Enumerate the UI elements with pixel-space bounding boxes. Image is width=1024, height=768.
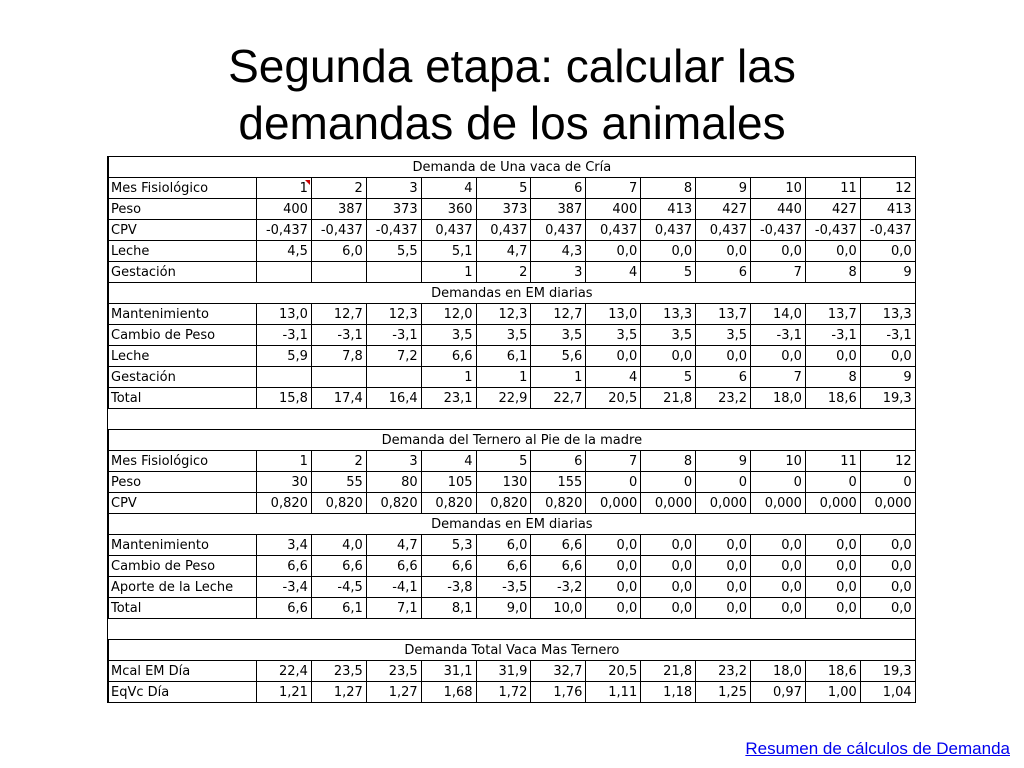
table-cell: 4,7 <box>366 535 421 556</box>
section-header: Demandas en EM diarias <box>109 514 916 535</box>
table-cell: 18,0 <box>751 661 806 682</box>
table-cell: 5 <box>641 262 696 283</box>
table-cell: 0,0 <box>641 577 696 598</box>
table-cell: 55 <box>311 472 366 493</box>
table-cell: 6,6 <box>531 535 586 556</box>
table-cell: -3,1 <box>805 325 860 346</box>
table-cell: 9 <box>860 367 915 388</box>
table-cell: 21,8 <box>641 661 696 682</box>
table-cell: 0,0 <box>805 535 860 556</box>
table-cell: 10 <box>751 178 806 199</box>
table-cell: -0,437 <box>860 220 915 241</box>
table-cell: 0,437 <box>476 220 531 241</box>
table-cell: 0,000 <box>805 493 860 514</box>
table-cell: -3,4 <box>257 577 312 598</box>
row-label: Leche <box>109 346 257 367</box>
table-cell: 6 <box>696 262 751 283</box>
table-cell: 7,8 <box>311 346 366 367</box>
table-cell: 23,2 <box>696 388 751 409</box>
table-cell: 3 <box>366 451 421 472</box>
table-cell: 13,0 <box>586 304 641 325</box>
table-row <box>109 325 916 346</box>
table-cell: 3,4 <box>257 535 312 556</box>
table-cell: 0,820 <box>257 493 312 514</box>
table-cell: 0,0 <box>805 577 860 598</box>
table-cell: 3,5 <box>696 325 751 346</box>
table-cell: 373 <box>366 199 421 220</box>
table-cell: 5 <box>476 451 531 472</box>
demand-table <box>108 156 916 703</box>
table-cell: 15,8 <box>257 388 312 409</box>
table-row <box>109 556 916 577</box>
table-cell: 1,25 <box>696 682 751 703</box>
table-cell: 0,820 <box>531 493 586 514</box>
row-label: Mes Fisiológico <box>109 178 257 199</box>
table-cell: 0,820 <box>311 493 366 514</box>
table-cell <box>311 262 366 283</box>
table-cell: 1,21 <box>257 682 312 703</box>
table-cell: 0,0 <box>860 598 915 619</box>
table-cell: 1 <box>531 367 586 388</box>
table-cell: 0,0 <box>641 241 696 262</box>
title-line-2: demandas de los animales <box>238 97 786 149</box>
table-cell: 0,0 <box>696 241 751 262</box>
table-cell: 2 <box>476 262 531 283</box>
table-cell: 1,68 <box>421 682 476 703</box>
table-cell: 8 <box>805 367 860 388</box>
table-cell: 0,0 <box>860 535 915 556</box>
table-cell: 0,437 <box>586 220 641 241</box>
table-row <box>109 661 916 682</box>
table-cell: -4,5 <box>311 577 366 598</box>
table-cell: 6,6 <box>421 346 476 367</box>
table-cell: 2 <box>311 451 366 472</box>
table-cell: 0 <box>751 472 806 493</box>
table-cell: 6,1 <box>311 598 366 619</box>
table-cell: 17,4 <box>311 388 366 409</box>
table-cell: 0,0 <box>586 535 641 556</box>
table-cell: 0,820 <box>421 493 476 514</box>
table-cell: 3,5 <box>641 325 696 346</box>
section-header-row <box>109 640 916 661</box>
table-cell: 10 <box>751 451 806 472</box>
section-header-row <box>109 283 916 304</box>
title-line-1: Segunda etapa: calcular las <box>228 40 796 92</box>
table-cell: -0,437 <box>257 220 312 241</box>
table-cell: 1 <box>421 367 476 388</box>
table-cell: 0,437 <box>696 220 751 241</box>
table-cell: 360 <box>421 199 476 220</box>
table-cell: 3 <box>366 178 421 199</box>
table-cell: 4 <box>586 367 641 388</box>
row-label: EqVc Día <box>109 682 257 703</box>
table-cell: 3,5 <box>421 325 476 346</box>
table-cell: 105 <box>421 472 476 493</box>
table-cell: 3 <box>531 262 586 283</box>
table-cell: 0,0 <box>586 577 641 598</box>
table-cell: 1 <box>257 451 312 472</box>
table-cell: 0,0 <box>641 598 696 619</box>
table-cell: 0 <box>586 472 641 493</box>
separator-row <box>109 619 916 640</box>
table-cell: 12,7 <box>531 304 586 325</box>
separator-cell <box>109 619 916 640</box>
table-cell: 32,7 <box>531 661 586 682</box>
table-cell: 16,4 <box>366 388 421 409</box>
table-cell: 22,7 <box>531 388 586 409</box>
table-cell: 8 <box>641 178 696 199</box>
table-row <box>109 199 916 220</box>
table-cell: 0,0 <box>641 535 696 556</box>
table-cell: 22,4 <box>257 661 312 682</box>
table-cell: 1,04 <box>860 682 915 703</box>
table-cell: 0,0 <box>805 346 860 367</box>
table-cell: 0,0 <box>805 241 860 262</box>
table-cell: -0,437 <box>366 220 421 241</box>
table-cell: 23,1 <box>421 388 476 409</box>
table-row <box>109 388 916 409</box>
table-cell: 1,27 <box>311 682 366 703</box>
table-cell: 13,3 <box>641 304 696 325</box>
table-row <box>109 493 916 514</box>
row-label: Mcal EM Día <box>109 661 257 682</box>
table-cell: 20,5 <box>586 388 641 409</box>
table-cell: 440 <box>751 199 806 220</box>
row-label: Gestación <box>109 367 257 388</box>
table-cell: 1 <box>257 178 312 199</box>
table-cell: -0,437 <box>311 220 366 241</box>
table-cell: 6,6 <box>311 556 366 577</box>
table-cell: -3,5 <box>476 577 531 598</box>
row-label: Peso <box>109 199 257 220</box>
table-cell: -3,1 <box>366 325 421 346</box>
table-cell: 400 <box>586 199 641 220</box>
table-cell: 6,6 <box>476 556 531 577</box>
table-cell: 31,9 <box>476 661 531 682</box>
table-cell: 387 <box>311 199 366 220</box>
table-cell: 5,5 <box>366 241 421 262</box>
table-row <box>109 241 916 262</box>
table-cell: 13,3 <box>860 304 915 325</box>
table-cell: 1,27 <box>366 682 421 703</box>
table-cell <box>257 367 312 388</box>
table-cell: 6 <box>531 178 586 199</box>
table-cell: 0,0 <box>751 535 806 556</box>
table-cell: 0,000 <box>696 493 751 514</box>
table-cell: 0,437 <box>421 220 476 241</box>
table-cell: 1,72 <box>476 682 531 703</box>
table-cell: 0,0 <box>860 556 915 577</box>
table-cell: 7 <box>751 367 806 388</box>
table-cell: 8,1 <box>421 598 476 619</box>
table-cell: 7 <box>751 262 806 283</box>
section-header: Demanda de Una vaca de Cría <box>109 157 916 178</box>
table-cell: 1,00 <box>805 682 860 703</box>
table-cell: 7,1 <box>366 598 421 619</box>
table-cell: 0,0 <box>586 241 641 262</box>
table-cell: 4,7 <box>476 241 531 262</box>
table-cell: 12,7 <box>311 304 366 325</box>
section-header-row <box>109 514 916 535</box>
table-cell: 30 <box>257 472 312 493</box>
table-cell: 0,000 <box>751 493 806 514</box>
table-cell: 0,0 <box>696 556 751 577</box>
table-cell: 0,0 <box>641 556 696 577</box>
table-cell: 4 <box>586 262 641 283</box>
table-cell: 8 <box>641 451 696 472</box>
table-cell: 0,0 <box>586 598 641 619</box>
table-cell: 427 <box>805 199 860 220</box>
table-cell: 4 <box>421 451 476 472</box>
table-cell: -0,437 <box>751 220 806 241</box>
table-cell: 0,0 <box>860 241 915 262</box>
table-cell: 6,6 <box>366 556 421 577</box>
table-cell: 0,0 <box>586 346 641 367</box>
table-cell: 3,5 <box>531 325 586 346</box>
table-cell: 11 <box>805 178 860 199</box>
row-label: Total <box>109 598 257 619</box>
table-cell: 4,0 <box>311 535 366 556</box>
table-cell: 6,0 <box>311 241 366 262</box>
table-cell: 9 <box>696 451 751 472</box>
separator-row <box>109 409 916 430</box>
table-cell: 7 <box>586 451 641 472</box>
table-row <box>109 472 916 493</box>
table-cell: 80 <box>366 472 421 493</box>
table-cell: 13,0 <box>257 304 312 325</box>
separator-cell <box>109 409 916 430</box>
table-row <box>109 346 916 367</box>
table-cell: 2 <box>311 178 366 199</box>
table-cell: 1,18 <box>641 682 696 703</box>
table-cell <box>311 367 366 388</box>
table-cell: 12 <box>860 451 915 472</box>
table-cell: -3,1 <box>257 325 312 346</box>
table-cell: -3,8 <box>421 577 476 598</box>
table-cell: 31,1 <box>421 661 476 682</box>
table-cell: 0,0 <box>696 577 751 598</box>
table-cell: 1,11 <box>586 682 641 703</box>
table-cell: 12 <box>860 178 915 199</box>
table-cell: 4 <box>421 178 476 199</box>
table-row <box>109 367 916 388</box>
table-cell: 18,6 <box>805 661 860 682</box>
table-cell: 23,5 <box>366 661 421 682</box>
table-cell: 10,0 <box>531 598 586 619</box>
table-cell: 0 <box>696 472 751 493</box>
table-cell: 0 <box>805 472 860 493</box>
section-header: Demanda del Ternero al Pie de la madre <box>109 430 916 451</box>
table-cell: 5 <box>641 367 696 388</box>
row-label: CPV <box>109 220 257 241</box>
table-cell: 12,0 <box>421 304 476 325</box>
table-cell: 0,97 <box>751 682 806 703</box>
table-cell: 19,3 <box>860 388 915 409</box>
table-cell: 0,0 <box>751 598 806 619</box>
row-label: Mantenimiento <box>109 304 257 325</box>
table-cell: 427 <box>696 199 751 220</box>
table-cell: 0,0 <box>751 556 806 577</box>
table-cell: 0,0 <box>860 577 915 598</box>
table-row <box>109 262 916 283</box>
table-row <box>109 535 916 556</box>
table-cell: 6,1 <box>476 346 531 367</box>
table-cell: 13,7 <box>696 304 751 325</box>
table-cell: 413 <box>641 199 696 220</box>
table-cell: 130 <box>476 472 531 493</box>
table-cell: 5 <box>476 178 531 199</box>
table-cell: 9 <box>696 178 751 199</box>
table-cell: 0,000 <box>586 493 641 514</box>
table-cell: 9,0 <box>476 598 531 619</box>
table-cell: 0,0 <box>860 346 915 367</box>
table-cell: 9 <box>860 262 915 283</box>
row-label: Cambio de Peso <box>109 556 257 577</box>
table-cell: 0,0 <box>751 241 806 262</box>
table-cell: 155 <box>531 472 586 493</box>
table-cell: 14,0 <box>751 304 806 325</box>
row-label: Total <box>109 388 257 409</box>
table-cell: -3,1 <box>751 325 806 346</box>
table-cell: 7 <box>586 178 641 199</box>
table-cell: 0,0 <box>586 556 641 577</box>
table-cell: 0,0 <box>641 346 696 367</box>
table-cell: 373 <box>476 199 531 220</box>
table-cell: 0,0 <box>696 346 751 367</box>
table-cell: -3,2 <box>531 577 586 598</box>
table-cell: 3,5 <box>586 325 641 346</box>
table-cell: -0,437 <box>805 220 860 241</box>
table-cell: 23,5 <box>311 661 366 682</box>
table-cell <box>366 262 421 283</box>
table-cell: -4,1 <box>366 577 421 598</box>
table-cell: 20,5 <box>586 661 641 682</box>
table-cell: 0,000 <box>641 493 696 514</box>
table-row <box>109 451 916 472</box>
table-cell: 0 <box>641 472 696 493</box>
table-cell <box>366 367 421 388</box>
table-cell: 0,820 <box>476 493 531 514</box>
table-cell: 5,6 <box>531 346 586 367</box>
table-cell: 13,7 <box>805 304 860 325</box>
table-row <box>109 577 916 598</box>
table-cell: 0 <box>860 472 915 493</box>
table-cell: 0,0 <box>805 598 860 619</box>
table-cell: 0,437 <box>531 220 586 241</box>
table-cell: 6,0 <box>476 535 531 556</box>
table-cell: -3,1 <box>311 325 366 346</box>
table-cell: 22,9 <box>476 388 531 409</box>
table-cell: 18,0 <box>751 388 806 409</box>
table-cell: 0,0 <box>805 556 860 577</box>
table-cell: 19,3 <box>860 661 915 682</box>
table-cell: 0,0 <box>751 577 806 598</box>
table-cell: 6 <box>696 367 751 388</box>
table-cell: 1 <box>421 262 476 283</box>
table-cell: -3,1 <box>860 325 915 346</box>
section-header-row <box>109 157 916 178</box>
table-row <box>109 220 916 241</box>
table-cell: 7,2 <box>366 346 421 367</box>
row-label: CPV <box>109 493 257 514</box>
row-label: Aporte de la Leche <box>109 577 257 598</box>
table-cell: 387 <box>531 199 586 220</box>
slide-title <box>0 38 1024 152</box>
table-cell: 1 <box>476 367 531 388</box>
table-cell: 0,820 <box>366 493 421 514</box>
table-cell: 12,3 <box>366 304 421 325</box>
table-cell: 5,9 <box>257 346 312 367</box>
table-cell: 21,8 <box>641 388 696 409</box>
table-cell: 0,437 <box>641 220 696 241</box>
table-cell <box>257 262 312 283</box>
table-cell: 3,5 <box>476 325 531 346</box>
table-cell: 0,0 <box>751 346 806 367</box>
row-label: Peso <box>109 472 257 493</box>
table-cell: 4,5 <box>257 241 312 262</box>
table-cell: 6,6 <box>257 598 312 619</box>
table-cell: 413 <box>860 199 915 220</box>
table-row <box>109 598 916 619</box>
table-cell: 400 <box>257 199 312 220</box>
table-cell: 5,1 <box>421 241 476 262</box>
table-row <box>109 178 916 199</box>
section-header-row <box>109 430 916 451</box>
table-row <box>109 304 916 325</box>
table-cell: 18,6 <box>805 388 860 409</box>
row-label: Mes Fisiológico <box>109 451 257 472</box>
section-header: Demanda Total Vaca Mas Ternero <box>109 640 916 661</box>
table-cell: 6,6 <box>531 556 586 577</box>
row-label: Gestación <box>109 262 257 283</box>
table-cell: 5,3 <box>421 535 476 556</box>
cell-comment-marker <box>305 180 310 185</box>
table-cell: 8 <box>805 262 860 283</box>
row-label: Cambio de Peso <box>109 325 257 346</box>
table-cell: 0,0 <box>696 598 751 619</box>
table-cell: 0,0 <box>696 535 751 556</box>
summary-link[interactable]: Resumen de cálculos de Demanda <box>745 739 1010 758</box>
row-label: Mantenimiento <box>109 535 257 556</box>
table-cell: 1,76 <box>531 682 586 703</box>
table-cell: 6 <box>531 451 586 472</box>
table-row <box>109 682 916 703</box>
row-label: Leche <box>109 241 257 262</box>
table-cell: 11 <box>805 451 860 472</box>
table-cell: 12,3 <box>476 304 531 325</box>
spreadsheet-image <box>107 156 916 703</box>
table-cell: 0,000 <box>860 493 915 514</box>
table-cell: 4,3 <box>531 241 586 262</box>
table-cell: 23,2 <box>696 661 751 682</box>
table-cell: 6,6 <box>257 556 312 577</box>
section-header: Demandas en EM diarias <box>109 283 916 304</box>
table-cell: 6,6 <box>421 556 476 577</box>
